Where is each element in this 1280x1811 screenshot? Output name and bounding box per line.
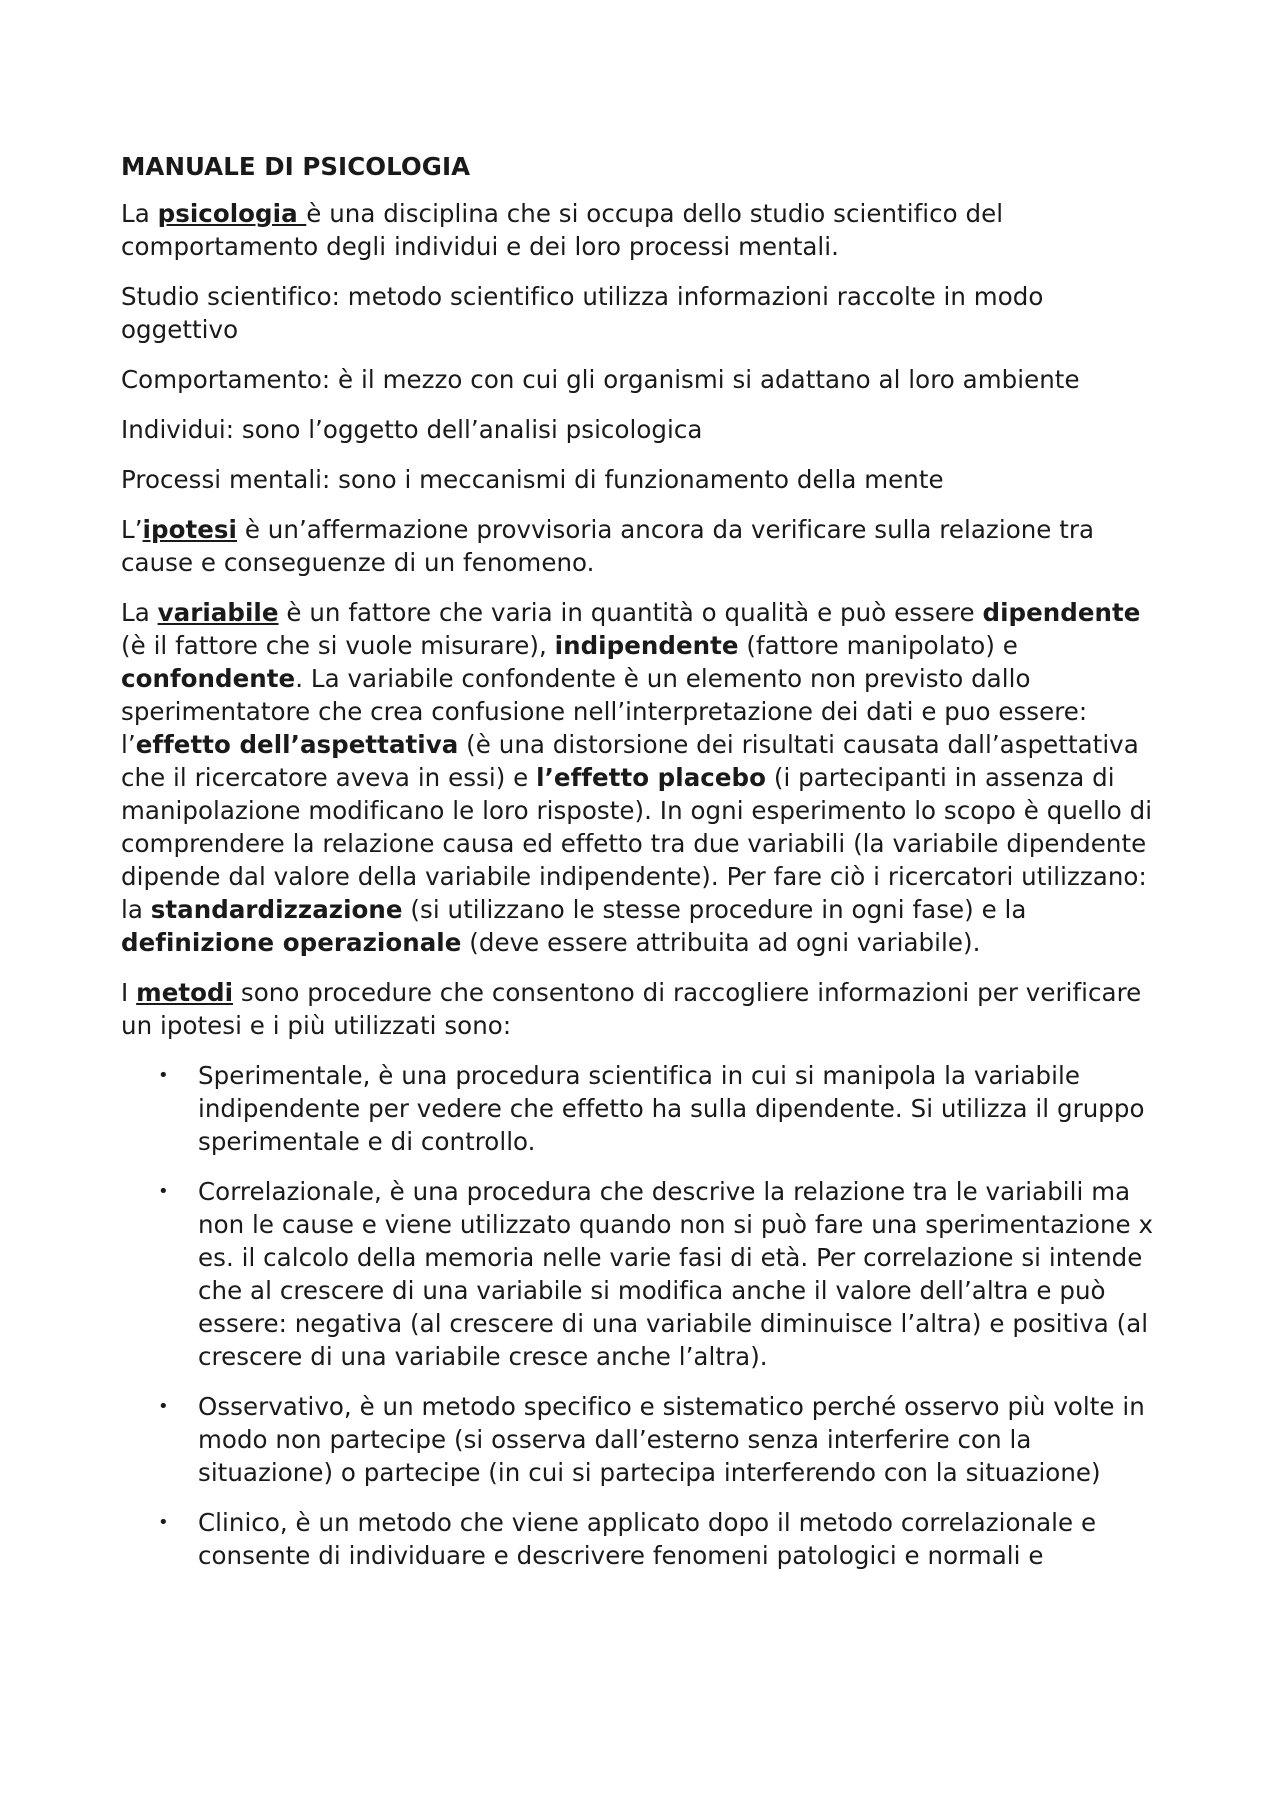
text: . La variabile confondente è un elemento non previsto dallo sperimentatore che crea confusione nell’interpretazione dei dati e puo essere: l’ bbox=[121, 664, 1088, 759]
paragraph-studio-scientifico: Studio scientifico: metodo scientifico utilizza informazioni raccolte in modo oggettivo bbox=[121, 282, 1044, 344]
text: (deve essere attribuita ad ogni variabile). bbox=[461, 928, 981, 957]
list-item bbox=[121, 1059, 1161, 1158]
list-item bbox=[121, 1390, 1161, 1489]
bold-definizione-operazionale: definizione operazionale bbox=[121, 928, 462, 957]
metodi-list bbox=[121, 1059, 1161, 1572]
document-page bbox=[121, 150, 1161, 1589]
text: è una disciplina che si occupa dello studio scientifico del comportamento degli individui e dei loro processi mentali. bbox=[121, 199, 1004, 261]
paragraph-processi-mentali: Processi mentali: sono i meccanismi di funzionamento della mente bbox=[121, 465, 944, 494]
text: (si utilizzano le stesse procedure in ogni fase) e la bbox=[402, 895, 1027, 924]
text: La bbox=[121, 199, 158, 228]
list-item-text: Clinico, è un metodo che viene applicato dopo il metodo correlazionale e consente di individuare e descrivere fenomeni patologici e normali e bbox=[198, 1508, 1097, 1570]
paragraph-psicologia bbox=[121, 197, 1161, 263]
paragraph-variabile bbox=[121, 596, 1161, 959]
bold-standardizzazione: standardizzazione bbox=[150, 895, 403, 924]
list-item-text: Osservativo, è un metodo specifico e sistematico perché osservo più volte in modo non partecipe (si osserva dall’esterno senza interferire con la situazione) o partecipe (in cui si partecipa interferendo con la situazione) bbox=[198, 1392, 1145, 1487]
text: I bbox=[121, 978, 137, 1007]
paragraph-comportamento: Comportamento: è il mezzo con cui gli organismi si adattano al loro ambiente bbox=[121, 365, 1080, 394]
text: è un’affermazione provvisoria ancora da verificare sulla relazione tra cause e conseguenze di un fenomeno. bbox=[121, 515, 1095, 577]
text: è un fattore che varia in quantità o qualità e può essere bbox=[278, 598, 983, 627]
paragraph-metodi bbox=[121, 976, 1161, 1042]
paragraph-individui: Individui: sono l’oggetto dell’analisi psicologica bbox=[121, 415, 703, 444]
bullet-icon: • bbox=[158, 1512, 169, 1533]
bold-indipendente: indipendente bbox=[554, 631, 739, 660]
text: La bbox=[121, 598, 158, 627]
bold-dipendente: dipendente bbox=[982, 598, 1141, 627]
text: (fattore manipolato) e bbox=[738, 631, 1018, 660]
text: (i partecipanti in assenza di manipolazione modificano le loro risposte). In ogni esperimento lo scopo è quello di comprendere la relazione causa ed effetto tra due variabili (la variabile dipendente dipende dal valore della variabile indipendente). Per fare ciò i ricercatori utilizzano: la bbox=[121, 763, 1153, 924]
bold-effetto-aspettativa: effetto dell’aspettativa bbox=[135, 730, 459, 759]
text: (è il fattore che si vuole misurare), bbox=[121, 631, 555, 660]
list-item bbox=[121, 1506, 1161, 1572]
bold-confondente: confondente bbox=[121, 664, 296, 693]
list-item-text: Sperimentale, è una procedura scientifica in cui si manipola la variabile indipendente per vedere che effetto ha sulla dipendente. Si utilizza il gruppo sperimentale e di controllo. bbox=[198, 1061, 1145, 1156]
term-ipotesi: ipotesi bbox=[142, 515, 237, 544]
bullet-icon: • bbox=[158, 1396, 169, 1417]
term-metodi: metodi bbox=[136, 978, 234, 1007]
list-item-text: Correlazionale, è una procedura che descrive la relazione tra le variabili ma non le cause e viene utilizzato quando non si può fare una sperimentazione x es. il calcolo della memoria nelle varie fasi di età. Per correlazione si intende che al crescere di una variabile si modifica anche il valore dell’altra e può essere: negativa (al crescere di una variabile diminuisce l’altra) e positiva (al crescere di una variabile cresce anche l’altra). bbox=[198, 1177, 1154, 1371]
list-item bbox=[121, 1175, 1161, 1373]
text: sono procedure che consentono di raccogliere informazioni per verificare un ipotesi e i più utilizzati sono: bbox=[121, 978, 1142, 1040]
term-psicologia: psicologia bbox=[157, 199, 307, 228]
bullet-icon: • bbox=[158, 1181, 169, 1202]
document-title: MANUALE DI PSICOLOGIA bbox=[121, 152, 471, 181]
text: (è una distorsione dei risultati causata dall’aspettativa che il ricercatore aveva in essi) e bbox=[121, 730, 1139, 792]
bold-effetto-placebo: l’effetto placebo bbox=[536, 763, 766, 792]
term-variabile: variabile bbox=[157, 598, 279, 627]
bullet-icon: • bbox=[158, 1065, 169, 1086]
text: L’ bbox=[121, 515, 143, 544]
paragraph-ipotesi bbox=[121, 513, 1161, 579]
